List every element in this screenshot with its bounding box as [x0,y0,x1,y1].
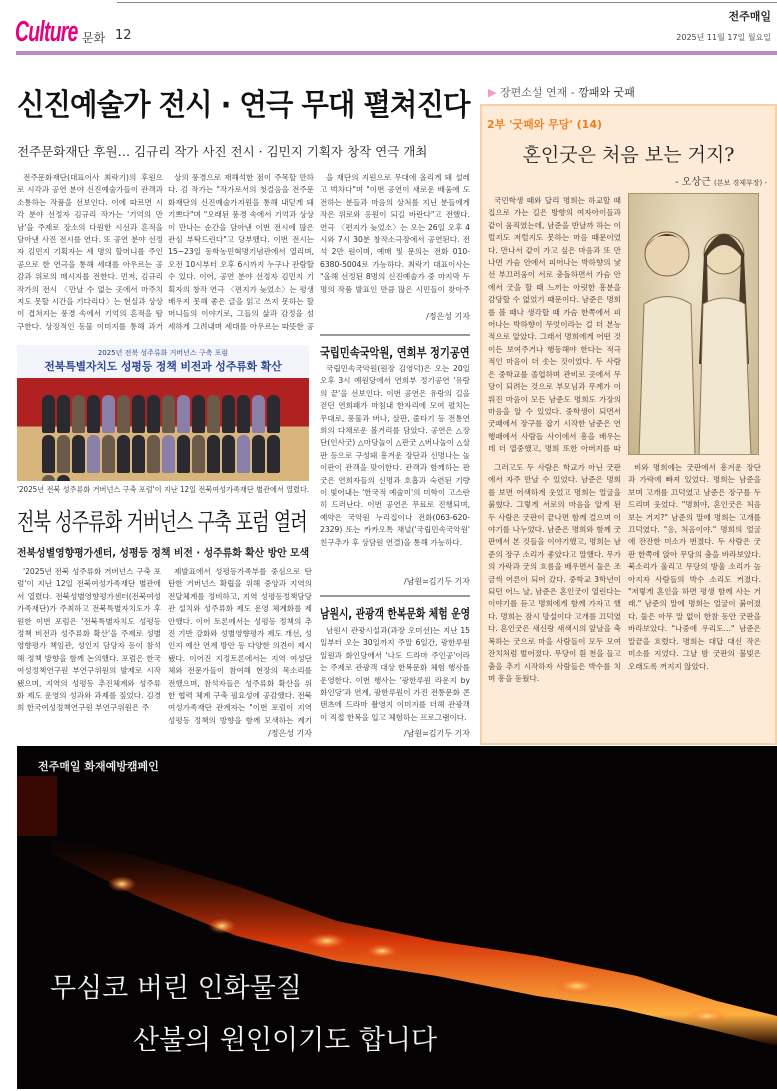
novel-title: 혼인굿은 처음 보는 거지? [522,144,735,166]
serial-label [488,84,768,100]
article2-col1: '2025년 전북 성주류화 거버넌스 구축 포럼'이 지난 12일 전북여성가족재단 별관에서 열렸다. 전북성별영향평가센터(전북여성가족재단)가 주최하고 전북특별자치도가 후원한 이번 포럼은 '전북특별자치도 성평등 정책 비전과 성주류화 확산'을 주제로 성별영향평가 책임관, 성인지 담당자 등이 참석해 정책 방향을 함께 논의했다. 포럼은 한국여성정책연구원 부연구위원의 발제로 시작됐으며, 지역의 성평등 추진체계와 성주류화 제도 운영의 성과와 과제를 짚었다. 김경희 한국여성정책연구원 부연구위원은 주 [17,567,161,713]
novel-col-left: 그러고도 두 사람은 학교가 아닌 굿판에서 자주 만날 수 있었다. 남준은 명희를 보면 어색하게 웃었고 명희는 얼굴을 붉혔다. 그렇게 서로의 마음을 알게 된 두 사람은 굿판이 끝나면 함께 걸으며 이야기를 나누었다. 남준은 명희와 함께 굿판에서 본 것들을 이야기했고, 명희는 남준의 장구 소리가 좋았다고 말했다. 무가의 가락과 굿의 흐름을 배우면서 둘은 조금씩 어른이 되어 갔다. 중학교 3학년이 되던 어느 날, 남준은 혼인굿이 열린다는 이야기를 듣고 명희에게 함께 가자고 했다. 명희는 잠시 망설이다 고개를 끄덕였다. 혼인굿은 새신랑 새색시의 앞날을 축복하는 굿으로 마을 사람들이 모두 모여 잔치처럼 벌어졌다. 무당이 흰 천을 들고 춤을 추기 시작하자 사람들은 박수를 치며 흥을 돋웠다. [488,463,621,683]
author-note: (본보 경제부장) - [713,179,767,187]
photo-banner [17,345,309,378]
author-name: - 오상근 [675,177,711,188]
triangle-icon: ▶ [488,86,497,99]
banner-top-text: 2025년 전북 성주류화 거버넌스 구축 포럼 [97,349,229,357]
article4-body: 남원시 관광시설과(과장 오미선)는 지난 15일부터 오는 30일까지 주말 6일간, 광한루원 일원과 화인당에서 '나도 드라마 주인공'이라는 주제로 관광객 대상 한복문화 체험 행사를 운영한다. 이번 행사는 '광한루원 라운지 by 화인당'과 연계, 광한루원이 가진 전통문화 콘텐츠에 드라마 촬영지 이미지를 더해 관광객이 직접 한복을 입고 체험하는 프로그램이다. [320,626,470,722]
article2-subhead: 전북성별영향평가센터, 성평등 정책 비전 · 성주류화 확산 방안 모색 [17,547,310,559]
article1-headline: 신진예술가 전시 · 연극 무대 펼쳐진다 [17,88,470,123]
photo-caption: '2025년 전북 성주류화 거버넌스 구축 포럼'이 지난 12일 전북여성가족재단 별관에서 열렸다. [17,485,310,494]
article2-col2: 제발표에서 성평등가족부를 중심으로 탄탄한 거버넌스 확립을 위해 중앙과 지역의 전달체계를 정비하고, 지역 성평등정책담당관 설치와 성주류화 제도 운영 체계화를 제안했다. 이어 토론에서는 성평등 정책의 추진 기반 강화와 성별영향평가 제도 개선, 성인지 예산 연계 방안 등 다양한 의견이 제시됐다. 이어진 지정토론에서는 지역 여성단체와 전문가들이 참여해 현장의 목소리를 전했으며, 참석자들은 성주류화 확산을 위한 협력 체계 구축 필요성에 공감했다. 전북여성가족재단 관계자는 "이번 포럼이 지역 성평등 정책의 방향을 함께 모색하는 계기 [168,567,312,725]
article1-byline: /정은성 기자 [426,312,470,321]
article1-col3: 을 재단의 지원으로 무대에 올리게 돼 설레고 벅차다"며 "이번 공연이 새로운 배움에 도전하는 분들과 마음의 상처를 지닌 분들에게 작은 위로와 응원이 되길 바란다"고 전했다. 연극 〈편지가 늦었소〉는 오는 26일 오후 4시와 7시 30분 창작소극장에서 공연된다. 전석 2만 원이며, 예매 및 문의는 전화 010-6380-5004로 가능하다. 최락기 대표이사는 "올해 선정된 8명의 신진예술가 중 마지막 두 명의 작품 발표인 만큼 많은 시민들이 찾아주 [320,173,470,294]
group-of-people [42,395,287,475]
article2-headline: 전북 성주류화 거버넌스 구축 포럼 열려 [17,508,307,536]
series-name: 깡패와 굿패 [578,86,635,99]
novel-illustration [628,193,759,455]
ad-label: 전주매일 화재예방캠페인 [38,760,159,773]
article2-byline: /정은성 기자 [268,729,312,738]
forum-photo [17,345,309,481]
banner-main-text: 전북특별자치도 성평등 정책 비전과 성주류화 확산 [44,360,282,373]
header-rule [16,51,777,55]
article3-body: 국립민속국악원(원장 김영덕)은 오는 20일 오후 3시 예원당에서 연희부 정기공연 '유랑의 끝'을 선보인다. 이번 공연은 유랑의 길을 걷던 연희패가 마침내 한자리에 모여 펼치는 무대로, 풍물과 버나, 살판, 줄타기 등 전통연희의 다채로운 볼거리를 담았다. 공연은 △장단(인사굿) △마당놀이 △판굿 △버나놀이 △살판 등으로 구성돼 흥겨운 장단과 신명나는 놀이판이 관객을 맞이한다. 관객과 함께하는 판굿은 연희자들의 신명과 호흡과 숙련된 기량이 빛어내는 '한국적 예술미'의 미학이 고스란히 드러난다. 이번 공연은 무료로 진행되며, 예약은 국악원 누리집이나 전화(063-620-2329) 또는 카카오톡 채널('국립민속국악원' 친구추가 후 상담원 연결)을 통해 가능하다. [320,364,470,547]
article4-headline: 남원시, 관광객 한복문화 체험 운영 [320,606,471,621]
newspaper-name: 전주매일 [728,10,771,23]
article3-byline: /남원=김기두 기자 [403,577,470,586]
divider [320,334,470,336]
series-label: 장편소설 연재 - [499,86,575,99]
article3-headline: 국립민속국악원, 연희부 정기공연 [320,345,470,360]
ad-line-2: 산불의 원인이기도 합니다 [133,1025,438,1056]
article1-subhead: 전주문화재단 후원… 김규리 작가 사진 전시 · 김민지 기획자 창작 연극 개최 [17,144,428,159]
novel-col-top: 국민학생 때와 달리 명희는 하교할 때 집으로 가는 길은 방향의 여자아이들과 같이 움직였는데, 남준을 반날까 하는 이럴지도 저럴지도 못하는 마음 때문이었다. 만나서 같이 가고 싶은 마음과 또 만나면 가슴 안에서 피어나는 박하향의 낯선 부끄러움이 서로 충돌하면서 가슴 안에서 굿을 할 때 느끼는 아릿한 흥분을 감당할 수 없었기 때문이다. 남준은 명희를 볼 때나 생각할 때 가슴 한쪽에서 피어나는 박하향이 무엇이라는 걸 더 본능적으로 알았다. 그래서 명희에게 어떤 것이든 보여주거나 행동해야 한다는 적극적인 마음이 더 솟는 것이었다. 두 사람은 중학교를 졸업하며 관비로 곳에서 무당이 되려는 것으로 부모님과 무계가 이뤄진 마음이 모든 남준도 명희도 가장의 마음을 알 수 있었다. 중학생이 되면서 굿패에서 장구를 잡기 시작한 남준은 연행패에서 사람들 사이에서 흥을 배우는 데 더 열중했고, 명희 또한 아버지를 따 [488,196,621,454]
divider [320,595,470,597]
article1-col1: 전주문화재단(대표이사 최락기)의 후원으로 시각과 공연 분야 신진예술가들이 관객과 소통하는 작품을 선보인다. 이에 따르면 시각 분야 선정자 김규리 작가는 '기억의 만남'을 주제로 장소의 다원한 시선과 흔적을 담아낸 사진 전시를 연다. 또 공연 분야 선정자 김민지 기획자는 세 명의 할머니를 주인공으로 한 연극을 통해 세대를 아우르는 공감과 위로의 메시지를 전한다. 먼저, 김규리 작가의 전시 〈만날 수 없는 곳에서 마주치지도 못할 시간을 기다리다〉는 현실과 상상이 겹쳐지는 풍경 속에서 기억의 흔적을 탐구한다. 상징적인 동물 이미지를 통해 과거 [17,173,163,331]
fire-prevention-ad [17,746,777,1089]
ad-line-1: 무심코 버린 인화물질 [50,973,302,1004]
article1-col2: 상의 풍경으로 재해석한 점이 주목할 만하다. 김 작가는 "작가로서의 첫걸음을 전주문화재단의 신진예술가지원을 통해 내딛게 돼 기쁘다"며 "오래된 풍경 속에서 기억과 상상이 만나는 순간을 담아낸 이번 전시에 많은 관심 부탁드린다"고 당부했다. 이번 전시는 15~23일 동학농민혁명기념관에서 열리며, 오전 10시부터 오후 6시까지 누구나 관람할 수 있다. 이어, 공연 분야 선정자 김민지 기획자의 창작 연극 〈편지가 늦었소〉는 평생 배우지 못해 좋은 글을 읽고 쓰지 못하는 할머니들의 이야기로, 그들의 삶과 감정을 섬세하게 그려내며 세대를 아우르는 따뜻한 공 [168,173,314,331]
article4-byline: /남원=김기두 기자 [403,729,470,738]
section-logo: Culture [15,16,78,48]
novel-author [675,173,767,188]
novel-part: 2부 '굿패와 무당' (14) [487,118,602,131]
top-rule [117,2,777,3]
page-number: 12 [115,28,132,43]
issue-date: 2025년 11월 17일 월요일 [676,33,771,42]
section-name: 문화 [82,31,106,45]
novel-col-right: 비와 명희에는 굿판에서 흥겨운 장단과 가락에 빠져 있었다. 명희는 남준을 보며 고개를 끄덕였고 남준은 장구를 두드리며 웃었다. "명희야, 혼인굿은 처음 보는 거지?" 남준의 말에 명희는 고개를 끄덕였다. "응, 처음이야." 명희의 얼굴에 잔잔한 미소가 번졌다. 두 사람은 굿판 한쪽에 앉아 무당의 춤을 바라보았다. 북소리가 울리고 무당의 방울 소리가 높아지자 사람들의 박수 소리도 커졌다. "저렇게 혼인을 하면 평생 함께 사는 거래." 남준의 말에 명희는 얼굴이 붉어졌다. 둘은 아무 말 없이 한참 동안 굿판을 바라보았다. "나중에 우리도…" 남준은 말끝을 흐렸다. 명희는 대답 대신 작은 미소를 지었다. 그날 밤 굿판의 불빛은 오래도록 꺼지지 않았다. [628,463,761,671]
